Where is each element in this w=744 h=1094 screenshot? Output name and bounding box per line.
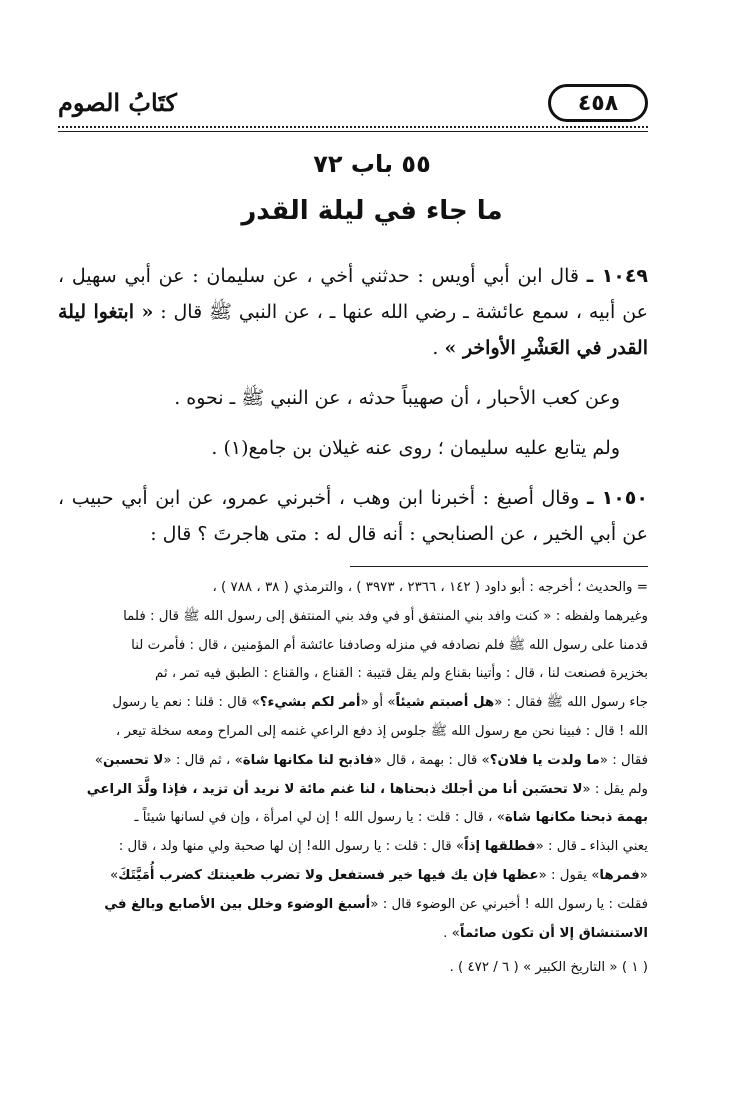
hadith-text: وقال أصبغ : أخبرنا ابن وهب ، أخبرني عمرو، عن ابن أبي حبيب ، عن أبي الخير ، عن الصنابحي : أنه قال له : متى هاجرتَ ؟ قال : bbox=[58, 487, 648, 545]
bold-text: فطلقها إذاً bbox=[464, 839, 536, 855]
text: جاء رسول الله ﷺ فقال : « bbox=[494, 695, 648, 711]
text: » bbox=[110, 867, 119, 883]
text: « bbox=[639, 867, 648, 883]
footnote-line bbox=[58, 689, 648, 718]
main-text bbox=[58, 258, 648, 552]
bold-text: أمر لكم بشيء؟ bbox=[259, 695, 361, 711]
bold-text: أسبغ الوضوء وخلل بين الأصابع وبالغ في bbox=[104, 896, 371, 912]
hadith-text: قال ابن أبي أويس : حدثني أخي ، عن سليمان : عن أبي سهيل ، عن أبيه ، سمع عائشة ـ رضي الله عنها ـ ، عن النبي ﷺ قال : bbox=[58, 265, 648, 323]
bold-text: لا تحسَبن أنا من أجلك ذبحناها ، لنا غنم مائة لا نريد أن تزيد ، فإذا ولَّدَ الراعي bbox=[86, 781, 583, 797]
bold-text: ما ولدت يا فلان؟ bbox=[489, 752, 600, 768]
section-title: ما جاء في ليلة القدر bbox=[241, 196, 503, 226]
text: » أو « bbox=[360, 695, 396, 711]
text: » bbox=[94, 752, 103, 768]
footnote-line: الله ! قال : فبينا نحن مع رسول الله ﷺ جلوس إذ دفع الراعي غنمه إلى المراح ومعه سخلة تيعر ، bbox=[115, 723, 648, 739]
paragraph-sulayman: ولم يتابع عليه سليمان ؛ روى عنه غيلان بن جامع(١) . bbox=[211, 437, 620, 459]
hadith-1049 bbox=[58, 258, 648, 366]
page-number: ٤٥٨ bbox=[548, 84, 648, 122]
hadith-quote: « ابتغوا ليلة القدر في العَشْرِ الأواخر » bbox=[58, 301, 648, 359]
footnote-line bbox=[58, 833, 648, 862]
text: » قال : بهمة ، قال « bbox=[373, 752, 490, 768]
hadith-end: . bbox=[432, 337, 445, 359]
hadith-number: ١٠٤٩ ـ bbox=[586, 265, 649, 287]
text: ولم يقل : « bbox=[582, 781, 648, 797]
bold-text: فمرها bbox=[599, 867, 640, 883]
text: » يقول : « bbox=[538, 867, 600, 883]
text: » . bbox=[443, 925, 460, 941]
text: » ، ثم قال : « bbox=[163, 752, 243, 768]
text: » قال : قلنا : نعم يا رسول bbox=[112, 695, 260, 711]
footnote-line bbox=[58, 891, 648, 920]
text: » قال : قلت : يا رسول الله! إن لها صحبة ولي منها ولد ، قال : bbox=[118, 839, 465, 855]
text: يعني البذاء ـ قال : « bbox=[535, 839, 648, 855]
footnote-line: بخزيرة فصنعت لنا ، قال : وأتينا بقناع ولم يقل قتيبة : القناع ، والقناع : الطبق فيه تمر ، ثم bbox=[154, 666, 648, 682]
text: فقال : « bbox=[599, 752, 648, 768]
footnote-separator bbox=[350, 566, 648, 567]
chapter-title: ٥٥ باب ٧٢ bbox=[313, 150, 431, 178]
bold-text: عظها فإن يك فيها خير فستفعل ولا تضرب ظعينتك كضرب أُمَيَّتَكَ bbox=[118, 867, 539, 883]
paragraph-kaab: وعن كعب الأحبار ، أن صهيباً حدثه ، عن النبي ﷺ ـ نحوه . bbox=[174, 387, 620, 409]
header-divider bbox=[58, 126, 648, 132]
book-title: كتَابُ الصوم bbox=[58, 88, 177, 117]
bold-text: هل أصبتم شيئاً bbox=[395, 695, 495, 711]
footnote-1: ( ١ ) « التاريخ الكبير » ( ٦ / ٤٧٢ ) . bbox=[449, 960, 648, 976]
text: » ، قال : قلت : يا رسول الله ! إن لي امرأة ، وإن في لسانها شيئاً ـ bbox=[134, 810, 505, 826]
footnote-line bbox=[58, 862, 648, 891]
footnote-line bbox=[58, 776, 648, 805]
page-header bbox=[58, 74, 648, 130]
hadith-number: ١٠٥٠ ـ bbox=[586, 487, 648, 509]
footnote-line bbox=[58, 920, 648, 949]
bold-text: لا تحسبن bbox=[102, 752, 164, 768]
hadith-1050 bbox=[58, 480, 648, 552]
footnote-line bbox=[58, 747, 648, 776]
text: فقلت : يا رسول الله ! أخبرني عن الوضوء قال : « bbox=[370, 896, 648, 912]
bold-text: فاذبح لنا مكانها شاة bbox=[242, 752, 374, 768]
footnote-line: = والحديث ؛ أخرجه : أبو داود ( ١٤٢ ، ٢٣٦٦ ، ٣٩٧٣ ) ، والترمذي ( ٣٨ ، ٧٨٨ ) ، bbox=[212, 580, 648, 595]
footnote-line: قدمنا على رسول الله ﷺ فلم نصادفه في منزله وصادفنا عائشة أم المؤمنين ، قال : فأمرت لنا bbox=[131, 637, 648, 653]
bold-text: الاستنشاق إلا أن تكون صائماً bbox=[459, 925, 648, 941]
footnotes bbox=[58, 574, 648, 983]
footnote-line bbox=[58, 804, 648, 833]
bold-text: بهمة ذبحنا مكانها شاة bbox=[504, 810, 648, 826]
footnote-line: وغيرهما ولفظه : « كنت وافد بني المنتفق أو في وفد بني المنتفق إلى رسول الله ﷺ قال : فلما bbox=[123, 608, 648, 624]
